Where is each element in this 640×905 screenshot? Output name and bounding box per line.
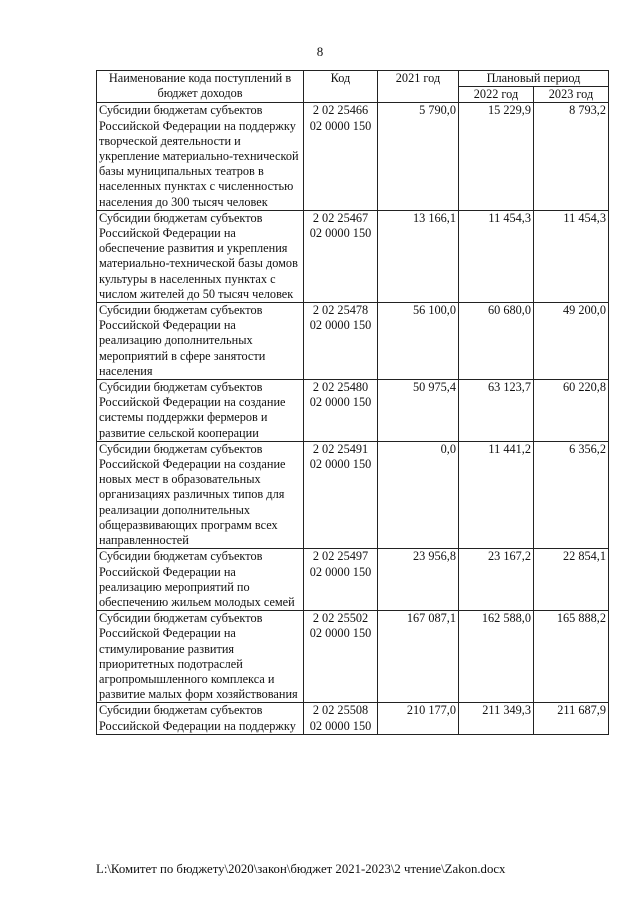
- table-row: [97, 103, 609, 210]
- row-name: Субсидии бюджетам субъектов Российской Федерации на реализацию мероприятий по обеспечению жильем молодых семей: [97, 549, 304, 611]
- row-name: Субсидии бюджетам субъектов Российской Федерации на создание новых мест в образовательных организациях различных типов для реализации дополнительных общеразвивающих программ всех направленностей: [97, 441, 304, 548]
- header-name: Наименование кода поступлений в бюджет доходов: [97, 71, 304, 103]
- row-code: 2 02 25502 02 0000 150: [304, 611, 378, 703]
- row-value-2023: 22 854,1: [534, 549, 609, 611]
- file-path-footer: L:\Комитет по бюджету\2020\закон\бюджет 2021-2023\2 чтение\Zakon.docx: [96, 862, 506, 876]
- row-value-2023: 60 220,8: [534, 380, 609, 442]
- row-code: 2 02 25467 02 0000 150: [304, 210, 378, 302]
- row-value-2022: 15 229,9: [459, 103, 534, 210]
- row-value-2022: 60 680,0: [459, 303, 534, 380]
- row-value-2021: 56 100,0: [378, 303, 459, 380]
- table-row: [97, 380, 609, 442]
- table-row: [97, 210, 609, 302]
- row-code: 2 02 25508 02 0000 150: [304, 703, 378, 734]
- row-value-2021: 23 956,8: [378, 549, 459, 611]
- table-row: [97, 441, 609, 548]
- row-value-2021: 13 166,1: [378, 210, 459, 302]
- row-code: 2 02 25480 02 0000 150: [304, 380, 378, 442]
- table-row: [97, 549, 609, 611]
- table-row: [97, 611, 609, 703]
- row-value-2021: 0,0: [378, 441, 459, 548]
- row-value-2022: 23 167,2: [459, 549, 534, 611]
- row-value-2021: 50 975,4: [378, 380, 459, 442]
- row-value-2023: 11 454,3: [534, 210, 609, 302]
- row-name: Субсидии бюджетам субъектов Российской Федерации на поддержку: [97, 703, 304, 734]
- row-value-2023: 8 793,2: [534, 103, 609, 210]
- row-value-2023: 49 200,0: [534, 303, 609, 380]
- row-name: Субсидии бюджетам субъектов Российской Федерации на поддержку творческой деятельности и укрепление материально-технической базы муниципальных театров в населенных пунктах с численностью населения до 300 тысяч человек: [97, 103, 304, 210]
- page-number: 8: [316, 44, 324, 59]
- row-value-2022: 211 349,3: [459, 703, 534, 734]
- row-value-2021: 5 790,0: [378, 103, 459, 210]
- row-value-2023: 211 687,9: [534, 703, 609, 734]
- table-row: [97, 703, 609, 734]
- row-value-2022: 162 588,0: [459, 611, 534, 703]
- revenue-table: [96, 70, 609, 735]
- row-code: 2 02 25491 02 0000 150: [304, 441, 378, 548]
- row-name: Субсидии бюджетам субъектов Российской Федерации на реализацию дополнительных мероприятий в сфере занятости населения: [97, 303, 304, 380]
- row-code: 2 02 25497 02 0000 150: [304, 549, 378, 611]
- header-year-2021: 2021 год: [378, 71, 459, 103]
- row-value-2023: 165 888,2: [534, 611, 609, 703]
- row-value-2022: 63 123,7: [459, 380, 534, 442]
- row-name: Субсидии бюджетам субъектов Российской Федерации на создание системы поддержки фермеров и развитие сельской кооперации: [97, 380, 304, 442]
- table-body: [97, 103, 609, 734]
- row-name: Субсидии бюджетам субъектов Российской Федерации на обеспечение развития и укрепления материально-технической базы домов культуры в населенных пунктах с числом жителей до 50 тысяч человек: [97, 210, 304, 302]
- row-value-2022: 11 454,3: [459, 210, 534, 302]
- row-value-2021: 210 177,0: [378, 703, 459, 734]
- header-year-2022: 2022 год: [459, 87, 534, 103]
- row-value-2022: 11 441,2: [459, 441, 534, 548]
- row-name: Субсидии бюджетам субъектов Российской Федерации на стимулирование развития приоритетных подотраслей агропромышленного комплекса и развитие малых форм хозяйствования: [97, 611, 304, 703]
- header-year-2023: 2023 год: [534, 87, 609, 103]
- row-value-2021: 167 087,1: [378, 611, 459, 703]
- table-row: [97, 303, 609, 380]
- row-value-2023: 6 356,2: [534, 441, 609, 548]
- row-code: 2 02 25466 02 0000 150: [304, 103, 378, 210]
- header-plan-period: Плановый период: [459, 71, 609, 87]
- row-code: 2 02 25478 02 0000 150: [304, 303, 378, 380]
- header-code: Код: [304, 71, 378, 103]
